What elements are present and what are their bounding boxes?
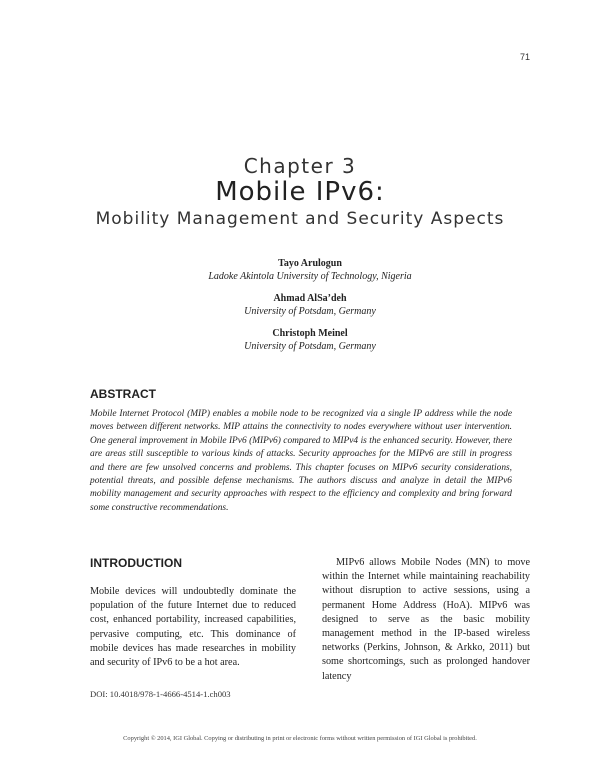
author-name: Christoph Meinel (272, 328, 348, 339)
author-entry (0, 327, 600, 353)
abstract-heading: ABSTRACT (90, 387, 156, 401)
chapter-title: Mobile IPv6: (215, 177, 385, 207)
author-affiliation: Ladoke Akintola University of Technology, Nigeria (208, 271, 412, 282)
introduction-left-column: Mobile devices will undoubtedly dominate the population of the future Internet due to reduced cost, enhanced portability, increased capabilities, pervasive computing, etc. This dominance of mobile devices has made researches in mobility and security of IPv6 to be a hot area. (90, 586, 296, 669)
page-number: 71 (519, 52, 530, 62)
chapter-subtitle: Mobility Management and Security Aspects (95, 209, 505, 229)
author-list (0, 257, 600, 362)
author-name: Tayo Arulogun (278, 258, 342, 269)
author-entry (0, 292, 600, 318)
chapter-label: Chapter 3 (243, 154, 357, 178)
introduction-heading: INTRODUCTION (90, 556, 182, 570)
author-entry (0, 257, 600, 283)
doi: DOI: 10.4018/978-1-4666-4514-1.ch003 (90, 689, 231, 699)
introduction-right-column: MIPv6 allows Mobile Nodes (MN) to move within the Internet while maintaining reachability without disruption to active sessions, using a permanent Home Address (HoA). MIPv6 was designed to serve as the basic mobility management method in the IP-based wireless networks (Perkins, Johnson, & Arkko, 2011) but some shortcomings, such as prolonged handover latency (322, 557, 530, 682)
abstract-text: Mobile Internet Protocol (MIP) enables a mobile node to be recognized via a single IP address while the node moves between different networks. MIP attains the connectivity to nodes everywhere without user intervention. One general improvement in Mobile IPv6 (MIPv6) compared to MIPv4 is the enhanced security. However, there are areas still susceptible to various kinds of attacks. Security approaches for the MIPv6 are still in progress and there are few unsolved concerns and problems. This chapter focuses on MIPv6 security considerations, potential threats, and possible defense mechanisms. The authors discuss and analyze in detail the MIPv6 mobility management and security approaches with respect to the efficiency and complexity and bring forward some constructive recommendations. (90, 409, 512, 513)
author-affiliation: University of Potsdam, Germany (244, 341, 376, 352)
author-affiliation: University of Potsdam, Germany (244, 306, 376, 317)
author-name: Ahmad AlSa’deh (273, 293, 347, 304)
copyright-notice: Copyright © 2014, IGI Global. Copying or distributing in print or electronic forms without written permission of IGI Global is prohibited. (123, 735, 477, 742)
